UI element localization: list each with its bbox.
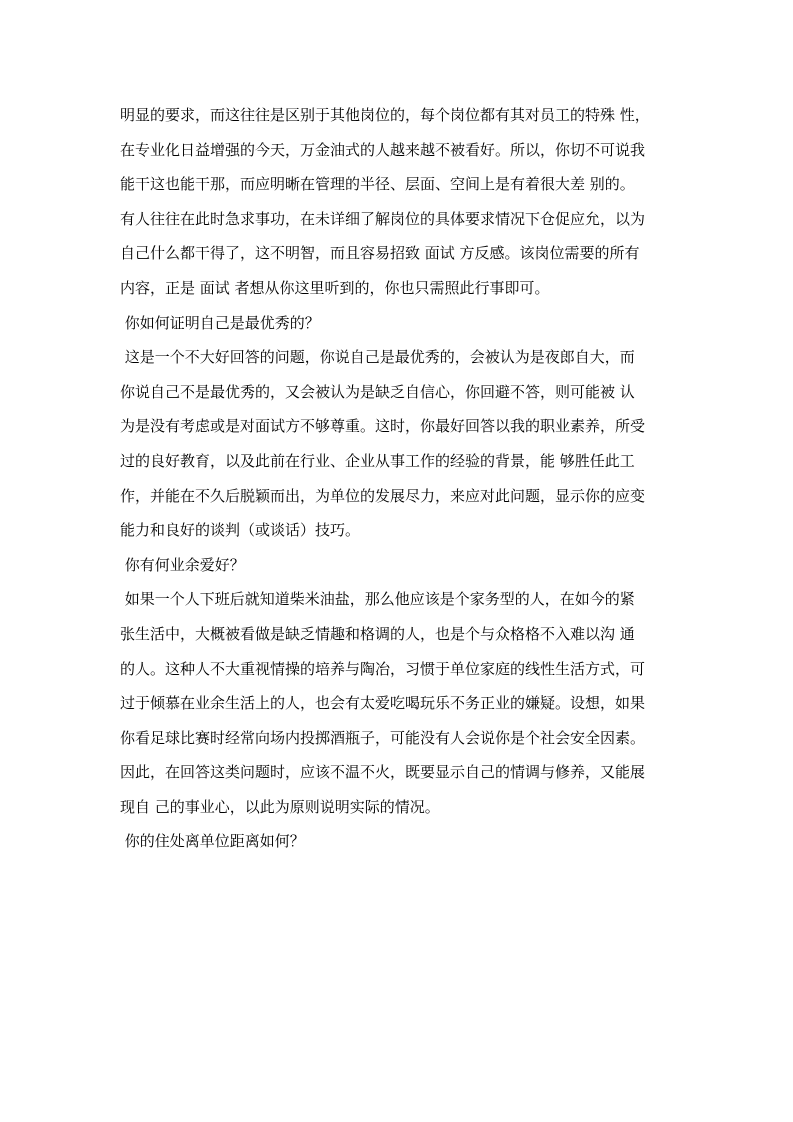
text-line: 能干这也能干那，而应明晰在管理的半径、层面、空间上是有着很大差 别的。 (120, 175, 635, 194)
text-line: 为是没有考虑或是对面试方不够尊重。这时，你最好回答以我的职业素养，所受 (120, 417, 646, 436)
text-line: 自己什么都干得了，这不明智，而且容易招致 面试 方反感。该岗位需要的所有 (120, 244, 640, 263)
text-line: 有人往往在此时急求事功，在未详细了解岗位的具体要求情况下仓促应允，以为 (120, 209, 646, 228)
text-line: 作，并能在不久后脱颖而出，为单位的发展尽力，来应对此问题，显示你的应变 (120, 486, 646, 505)
text-line: 你看足球比赛时经常向场内投掷酒瓶子，可能没有人会说你是个社会安全因素。 (120, 728, 646, 747)
text-line: 这是一个不大好回答的问题，你说自己是最优秀的，会被认为是夜郎自大，而 (120, 348, 635, 367)
text-line: 因此，在回答这类问题时，应该不温不火，既要显示自己的情调与修养，又能展 (120, 763, 646, 782)
text-line: 张生活中，大概被看做是缺乏情趣和格调的人，也是个与众格格不入难以沟 通 (120, 624, 635, 643)
text-line: 过的良好教育，以及此前在行业、企业从事工作的经验的背景，能 够胜任此工 (120, 451, 635, 470)
text-line: 明显的要求，而这往往是区别于其他岗位的，每个岗位都有其对员工的特殊 性， (120, 106, 650, 124)
text-line: 过于倾慕在业余生活上的人，也会有太爱吃喝玩乐不务正业的嫌疑。设想，如果 (120, 694, 646, 713)
text-line: 内容，正是 面试 者想从你这里听到的，你也只需照此行事即可。 (120, 278, 550, 297)
text-line: 现自 己的事业心，以此为原则说明实际的情况。 (120, 797, 440, 816)
text-line: 能力和良好的谈判（或谈话）技巧。 (120, 521, 361, 540)
document-body (120, 98, 680, 859)
text-line: 如果一个人下班后就知道柴米油盐，那么他应该是个家务型的人，在如今的紧 (120, 590, 635, 609)
text-line: 在专业化日益增强的今天，万金油式的人越来越不被看好。所以，你切不可说我 (120, 140, 646, 159)
question-heading: 你有何业余爱好？ (120, 555, 245, 574)
text-line: 你说自己不是最优秀的，又会被认为是缺乏自信心，你回避不答，则可能被 认 (120, 382, 635, 401)
question-heading: 你如何证明自己是最优秀的？ (120, 313, 320, 332)
question-heading: 你的住处离单位距离如何？ (120, 832, 305, 851)
text-line: 的人。这种人不大重视情操的培养与陶冶，习惯于单位家庭的线性生活方式，可 (120, 659, 646, 678)
